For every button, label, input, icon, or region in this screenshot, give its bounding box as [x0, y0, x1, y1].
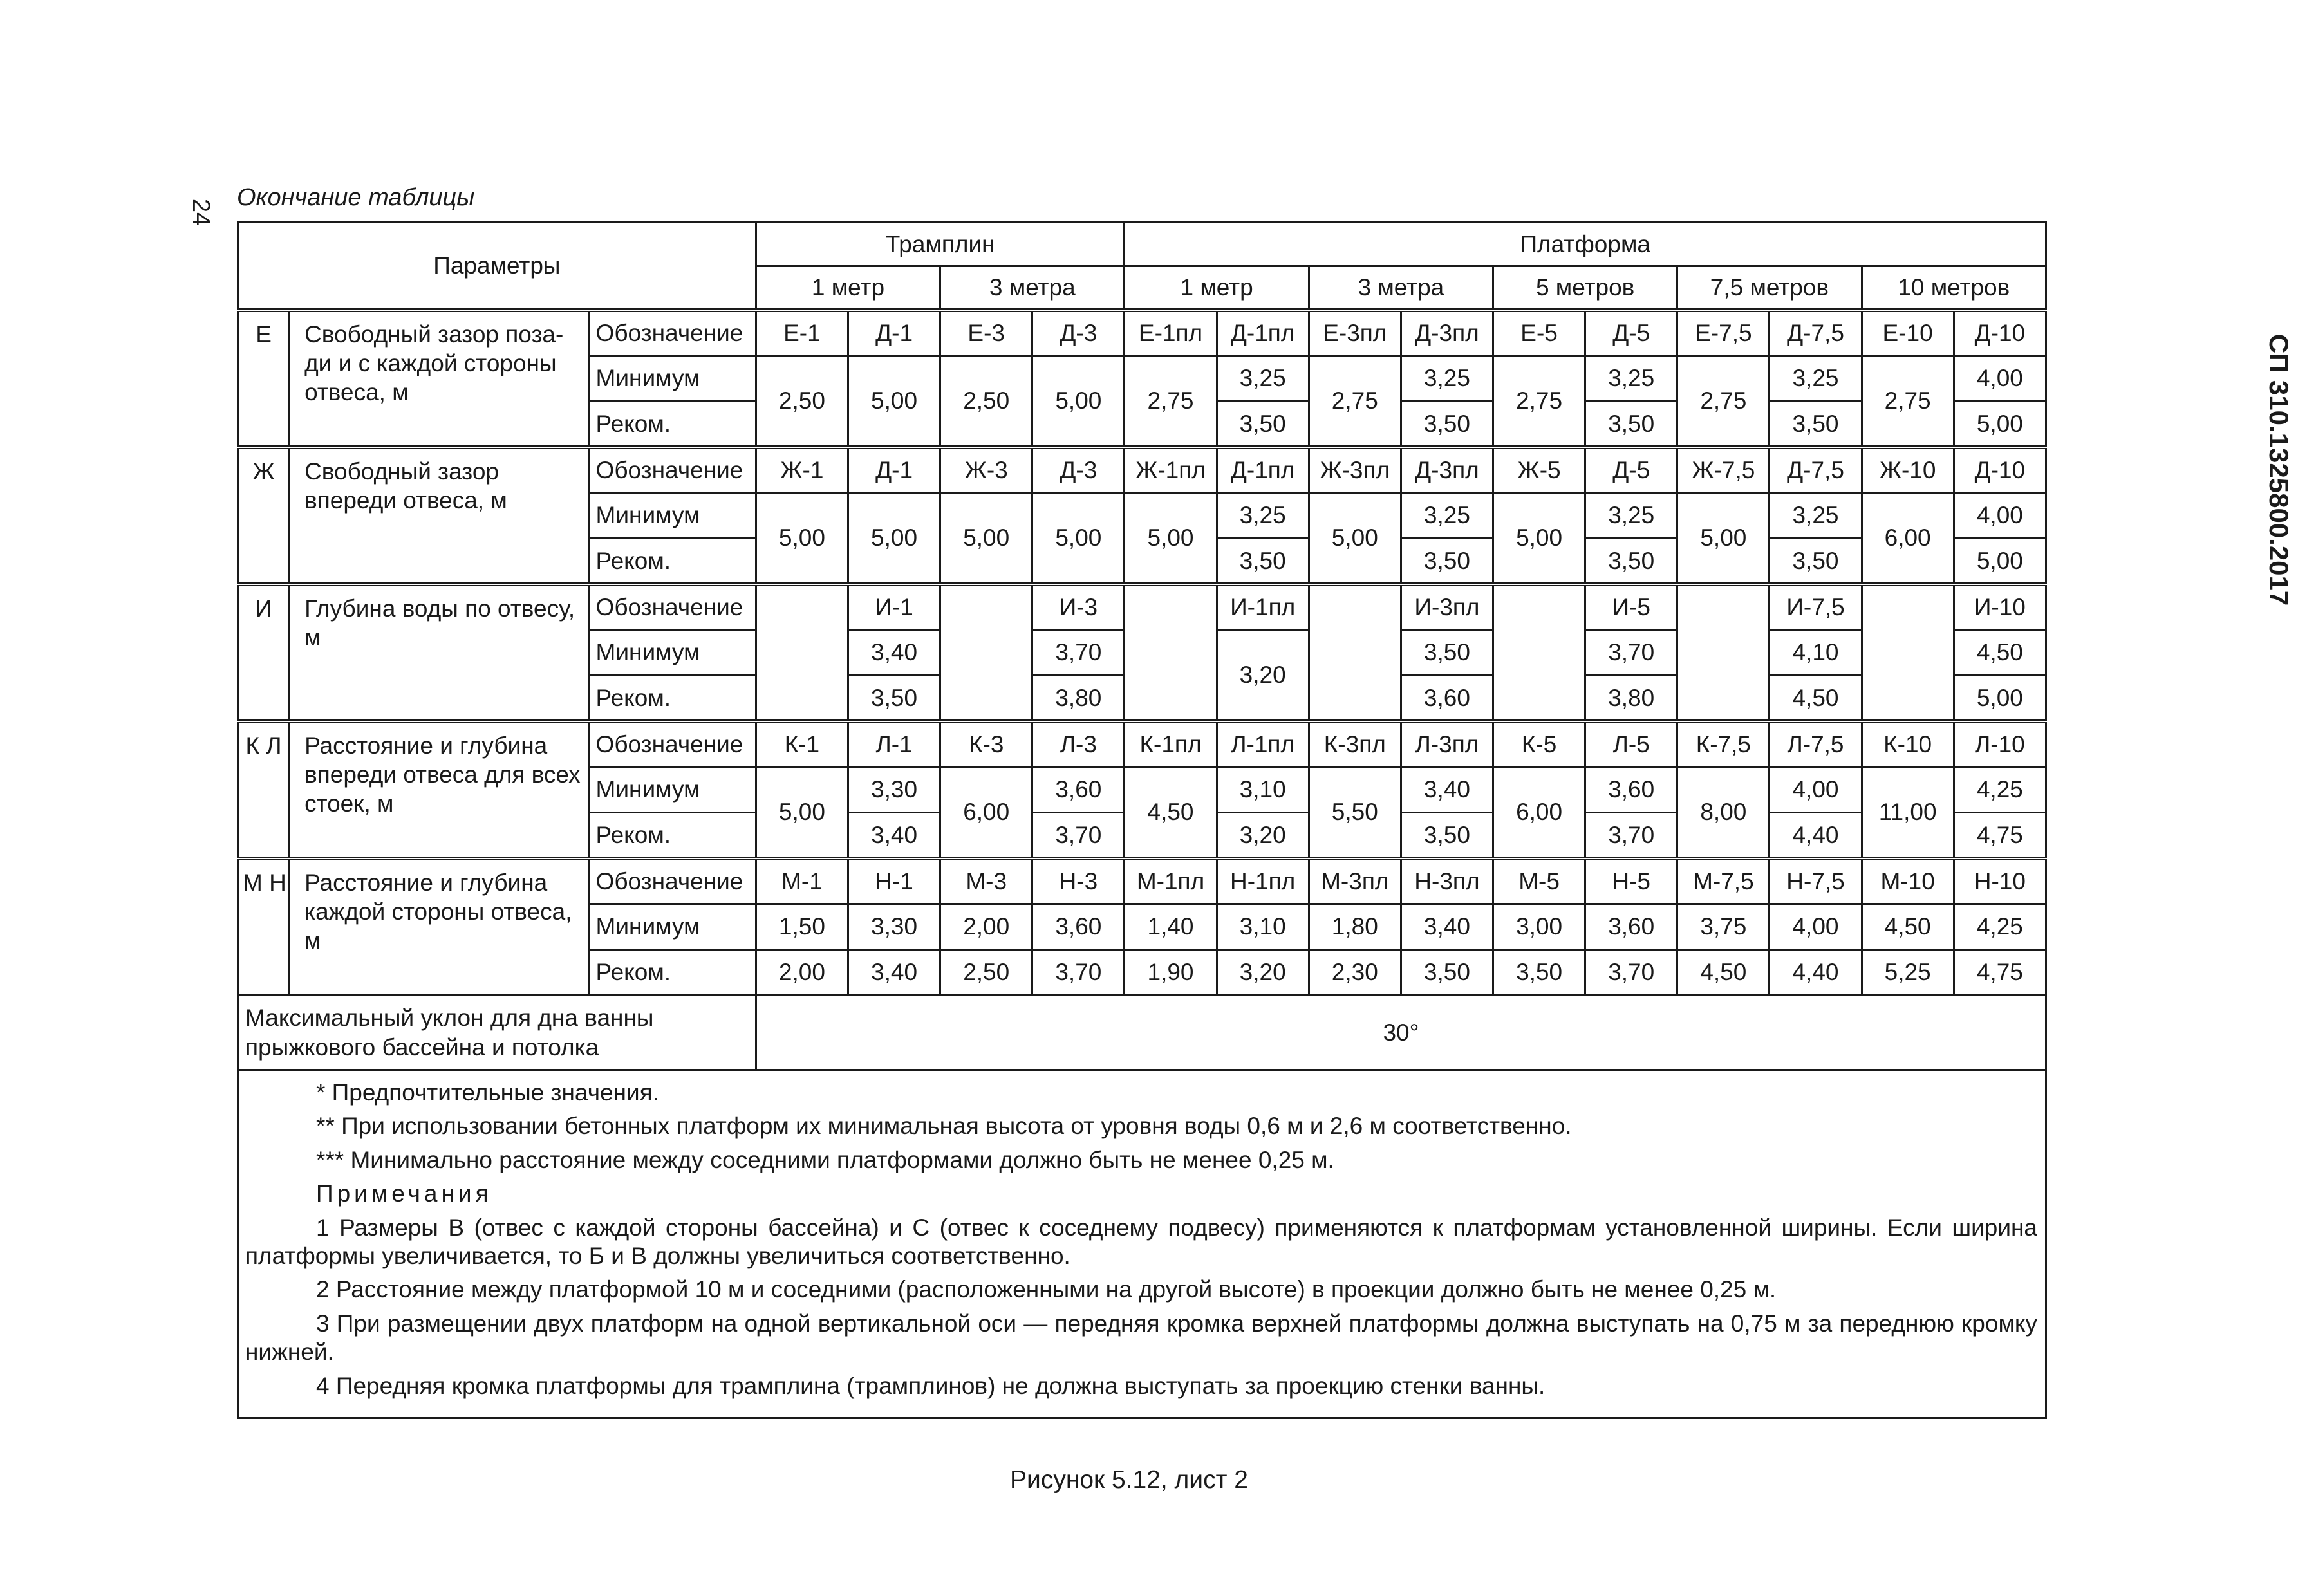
- designation-cell: М-10: [1862, 858, 1954, 904]
- minimum-value: 3,25: [1770, 356, 1862, 402]
- value-cell-merged: 5,00: [756, 493, 848, 584]
- designation-cell: М-7,5: [1677, 858, 1770, 904]
- recommended-value: 3,70: [1032, 950, 1125, 996]
- recommended-value: 3,50: [1401, 539, 1493, 584]
- value-cell-merged: 5,00: [1677, 493, 1770, 584]
- designation-cell: Д-3пл: [1401, 310, 1493, 356]
- group-designation-row: [238, 447, 2046, 493]
- minimum-value: 3,30: [848, 904, 940, 950]
- minimum-value: 3,25: [1585, 356, 1677, 402]
- note-item: 2 Расстояние между платформой 10 м и соседними (расположенными на другой высоте) в проекции должно быть не менее 0,25 м.: [316, 1276, 1777, 1303]
- designation-cell: К-10: [1862, 721, 1954, 767]
- minimum-value: 2,00: [940, 904, 1032, 950]
- minimum-value: 3,40: [1401, 767, 1493, 813]
- designation-cell: И-3пл: [1401, 584, 1493, 630]
- recommended-label: Реком.: [588, 813, 756, 858]
- empty-cell: [1677, 630, 1770, 676]
- minimum-value: 4,25: [1954, 767, 2046, 813]
- recommended-label: Реком.: [588, 676, 756, 721]
- designation-label: Обозначение: [588, 310, 756, 356]
- designation-label: Обозначение: [588, 721, 756, 767]
- minimum-value: 3,60: [1585, 767, 1677, 813]
- minimum-value: 3,40: [848, 630, 940, 676]
- designation-cell: Е-5: [1493, 310, 1585, 356]
- value-cell-merged: 6,00: [1493, 767, 1585, 858]
- group-description: Расстояние и глубина впереди отвеса для всех стоек, м: [290, 721, 588, 858]
- minimum-value: 3,70: [1585, 630, 1677, 676]
- minimum-value: 4,25: [1954, 904, 2046, 950]
- minimum-value: 4,00: [1954, 356, 2046, 402]
- designation-cell: Д-1пл: [1217, 447, 1309, 493]
- group-designation-row: [238, 310, 2046, 356]
- recommended-value: 4,40: [1770, 813, 1862, 858]
- header-platform-height: 1 метр: [1125, 266, 1309, 310]
- designation-cell: И-10: [1954, 584, 2046, 630]
- designation-cell: К-1пл: [1125, 721, 1217, 767]
- recommended-value: 3,40: [848, 813, 940, 858]
- value-cell-merged: 4,50: [1125, 767, 1217, 858]
- minimum-label: Минимум: [588, 630, 756, 676]
- footnote: *** Минимально расстояние между соседними платформами должно быть не менее 0,25 м.: [316, 1146, 1334, 1173]
- minimum-value: 3,30: [848, 767, 940, 813]
- group-designation-row: [238, 721, 2046, 767]
- header-platform-height: 5 метров: [1493, 266, 1677, 310]
- designation-cell: Л-1: [848, 721, 940, 767]
- notes-heading: Примечания: [316, 1180, 492, 1207]
- empty-cell: [1125, 630, 1217, 676]
- table-continuation-caption: Окончание таблицы: [237, 184, 475, 211]
- value-cell-merged: 5,00: [940, 493, 1032, 584]
- minimum-label: Минимум: [588, 493, 756, 539]
- recommended-value: 5,00: [1954, 402, 2046, 447]
- designation-cell: Ж-7,5: [1677, 447, 1770, 493]
- designation-cell: Н-3: [1032, 858, 1125, 904]
- value-cell-merged: 5,00: [848, 493, 940, 584]
- group-description: Свободный зазор поза-ди и с каждой стороны отвеса, м: [290, 310, 588, 447]
- designation-cell: И-1пл: [1217, 584, 1309, 630]
- designation-cell: [940, 584, 1032, 630]
- empty-cell: [1125, 676, 1217, 721]
- recommended-value: 1,90: [1125, 950, 1217, 996]
- designation-cell: М-3: [940, 858, 1032, 904]
- recommended-value: 3,50: [1585, 539, 1677, 584]
- value-cell-merged: 5,00: [1309, 493, 1401, 584]
- empty-cell: [756, 630, 848, 676]
- group-code: И: [238, 584, 290, 721]
- value-cell-merged: 8,00: [1677, 767, 1770, 858]
- minimum-value: 3,00: [1493, 904, 1585, 950]
- minimum-value: 3,50: [1401, 630, 1493, 676]
- value-cell-merged: 5,00: [756, 767, 848, 858]
- minimum-value: 3,60: [1032, 904, 1125, 950]
- designation-cell: М-3пл: [1309, 858, 1401, 904]
- recommended-value: 3,20: [1217, 950, 1309, 996]
- value-cell-merged: 3,20: [1217, 630, 1309, 721]
- recommended-value: 3,60: [1401, 676, 1493, 721]
- value-cell-merged: 5,50: [1309, 767, 1401, 858]
- recommended-value: 3,50: [848, 676, 940, 721]
- value-cell-merged: 5,00: [1125, 493, 1217, 584]
- designation-cell: Д-3: [1032, 447, 1125, 493]
- empty-cell: [1309, 676, 1401, 721]
- empty-cell: [1862, 676, 1954, 721]
- group-designation-row: [238, 858, 2046, 904]
- recommended-value: 2,30: [1309, 950, 1401, 996]
- header-springboard-height: 1 метр: [756, 266, 940, 310]
- recommended-value: 3,70: [1032, 813, 1125, 858]
- recommended-value: 3,50: [1401, 813, 1493, 858]
- minimum-label: Минимум: [588, 904, 756, 950]
- designation-cell: Н-5: [1585, 858, 1677, 904]
- empty-cell: [756, 676, 848, 721]
- designation-cell: Ж-1: [756, 447, 848, 493]
- designation-cell: Ж-10: [1862, 447, 1954, 493]
- value-cell-merged: 2,50: [756, 356, 848, 447]
- recommended-value: 3,50: [1217, 402, 1309, 447]
- designation-cell: [756, 584, 848, 630]
- standard-code: СП 310.1325800.2017: [2264, 333, 2294, 606]
- notes-row: [238, 1070, 2046, 1418]
- diving-dimensions-table: [237, 221, 2047, 1419]
- group-code: М Н: [238, 858, 290, 996]
- empty-cell: [940, 630, 1032, 676]
- recommended-value: 3,50: [1401, 950, 1493, 996]
- minimum-label: Минимум: [588, 767, 756, 813]
- footnote: ** При использовании бетонных платформ их минимальная высота от уровня воды 0,6 м и 2,6 м соответственно.: [316, 1113, 1572, 1140]
- slope-value: 30°: [756, 996, 2046, 1070]
- designation-cell: [1309, 584, 1401, 630]
- designation-cell: Н-7,5: [1770, 858, 1862, 904]
- slope-row: [238, 996, 2046, 1070]
- designation-cell: Д-1: [848, 310, 940, 356]
- header-parameters: Параметры: [238, 223, 756, 310]
- empty-cell: [1309, 630, 1401, 676]
- recommended-value: 2,50: [940, 950, 1032, 996]
- designation-cell: Л-3: [1032, 721, 1125, 767]
- designation-cell: И-5: [1585, 584, 1677, 630]
- minimum-value: 1,50: [756, 904, 848, 950]
- recommended-label: Реком.: [588, 539, 756, 584]
- designation-cell: Д-7,5: [1770, 310, 1862, 356]
- recommended-value: 3,50: [1217, 539, 1309, 584]
- recommended-value: 4,50: [1677, 950, 1770, 996]
- minimum-value: 3,75: [1677, 904, 1770, 950]
- designation-cell: Д-5: [1585, 447, 1677, 493]
- designation-cell: К-1: [756, 721, 848, 767]
- value-cell-merged: 2,75: [1125, 356, 1217, 447]
- designation-label: Обозначение: [588, 447, 756, 493]
- value-cell-merged: 5,00: [848, 356, 940, 447]
- empty-cell: [1862, 630, 1954, 676]
- header-platform: Платформа: [1125, 223, 2046, 266]
- note-item: 3 При размещении двух платформ на одной вертикальной оси — передняя кромка верхней платформы должна выступать на 0,75 м за переднюю кромку нижней.: [245, 1310, 2037, 1366]
- designation-cell: Е-3: [940, 310, 1032, 356]
- header-row-1: [238, 223, 2046, 266]
- minimum-value: 4,00: [1770, 904, 1862, 950]
- minimum-value: 3,25: [1401, 356, 1493, 402]
- group-code: К Л: [238, 721, 290, 858]
- recommended-label: Реком.: [588, 950, 756, 996]
- header-platform-height: 7,5 метров: [1677, 266, 1862, 310]
- group-description: Глубина воды по отвесу, м: [290, 584, 588, 721]
- recommended-value: 3,70: [1585, 950, 1677, 996]
- minimum-value: 3,25: [1401, 493, 1493, 539]
- designation-label: Обозначение: [588, 584, 756, 630]
- page-number: 24: [187, 198, 214, 227]
- designation-cell: Д-3: [1032, 310, 1125, 356]
- empty-cell: [940, 676, 1032, 721]
- designation-cell: [1125, 584, 1217, 630]
- group-description: Расстояние и глубина каждой стороны отвеса, м: [290, 858, 588, 996]
- designation-cell: Ж-1пл: [1125, 447, 1217, 493]
- recommended-value: 4,75: [1954, 950, 2046, 996]
- header-springboard: Трамплин: [756, 223, 1125, 266]
- minimum-value: 3,40: [1401, 904, 1493, 950]
- figure-caption: Рисунок 5.12, лист 2: [1010, 1466, 1248, 1494]
- designation-cell: Е-1пл: [1125, 310, 1217, 356]
- designation-cell: Е-3пл: [1309, 310, 1401, 356]
- recommended-value: 3,40: [848, 950, 940, 996]
- designation-cell: Д-7,5: [1770, 447, 1862, 493]
- recommended-value: 5,00: [1954, 676, 2046, 721]
- designation-cell: [1862, 584, 1954, 630]
- group-description: Свободный зазор впереди отвеса, м: [290, 447, 588, 584]
- designation-cell: Д-1: [848, 447, 940, 493]
- group-code: Ж: [238, 447, 290, 584]
- notes-cell: [238, 1070, 2046, 1418]
- minimum-value: 3,10: [1217, 767, 1309, 813]
- note-item: 4 Передняя кромка платформы для трамплина (трамплинов) не должна выступать за проекцию стенки ванны.: [316, 1372, 1546, 1399]
- designation-cell: Д-1пл: [1217, 310, 1309, 356]
- minimum-label: Минимум: [588, 356, 756, 402]
- designation-cell: Д-10: [1954, 447, 2046, 493]
- designation-cell: Л-7,5: [1770, 721, 1862, 767]
- recommended-value: 2,00: [756, 950, 848, 996]
- value-cell-merged: 2,75: [1309, 356, 1401, 447]
- header-platform-height: 3 метра: [1309, 266, 1493, 310]
- designation-cell: К-7,5: [1677, 721, 1770, 767]
- group-designation-row: [238, 584, 2046, 630]
- minimum-value: 3,25: [1217, 356, 1309, 402]
- designation-cell: Д-3пл: [1401, 447, 1493, 493]
- minimum-value: 4,00: [1954, 493, 2046, 539]
- empty-cell: [1493, 676, 1585, 721]
- slope-label: Максимальный уклон для дна ванны прыжкового бассейна и потолка: [238, 996, 756, 1070]
- empty-cell: [1677, 676, 1770, 721]
- designation-cell: Н-10: [1954, 858, 2046, 904]
- designation-cell: Ж-3: [940, 447, 1032, 493]
- minimum-value: 4,00: [1770, 767, 1862, 813]
- recommended-value: 3,80: [1585, 676, 1677, 721]
- designation-cell: [1493, 584, 1585, 630]
- designation-label: Обозначение: [588, 858, 756, 904]
- minimum-value: 4,10: [1770, 630, 1862, 676]
- designation-cell: Д-5: [1585, 310, 1677, 356]
- designation-cell: М-5: [1493, 858, 1585, 904]
- designation-cell: И-7,5: [1770, 584, 1862, 630]
- recommended-value: 3,50: [1585, 402, 1677, 447]
- empty-cell: [1493, 630, 1585, 676]
- value-cell-merged: 2,75: [1862, 356, 1954, 447]
- minimum-value: 3,25: [1585, 493, 1677, 539]
- recommended-value: 5,25: [1862, 950, 1954, 996]
- designation-cell: Л-1пл: [1217, 721, 1309, 767]
- value-cell-merged: 2,75: [1493, 356, 1585, 447]
- header-springboard-height: 3 метра: [940, 266, 1125, 310]
- minimum-value: 3,25: [1217, 493, 1309, 539]
- value-cell-merged: 2,50: [940, 356, 1032, 447]
- minimum-value: 4,50: [1862, 904, 1954, 950]
- designation-cell: Е-7,5: [1677, 310, 1770, 356]
- value-cell-merged: 11,00: [1862, 767, 1954, 858]
- group-code: Е: [238, 310, 290, 447]
- minimum-value: 1,80: [1309, 904, 1401, 950]
- designation-cell: Ж-3пл: [1309, 447, 1401, 493]
- footnote: * Предпочтительные значения.: [316, 1079, 659, 1106]
- recommended-value: 3,80: [1032, 676, 1125, 721]
- recommended-value: 4,50: [1770, 676, 1862, 721]
- designation-cell: К-5: [1493, 721, 1585, 767]
- designation-cell: Д-10: [1954, 310, 2046, 356]
- value-cell-merged: 6,00: [940, 767, 1032, 858]
- designation-cell: Н-3пл: [1401, 858, 1493, 904]
- designation-cell: Н-1: [848, 858, 940, 904]
- value-cell-merged: 5,00: [1032, 493, 1125, 584]
- designation-cell: Л-10: [1954, 721, 2046, 767]
- designation-cell: Е-10: [1862, 310, 1954, 356]
- recommended-value: 3,50: [1770, 402, 1862, 447]
- recommended-value: 3,70: [1585, 813, 1677, 858]
- designation-cell: Ж-5: [1493, 447, 1585, 493]
- recommended-value: 3,50: [1493, 950, 1585, 996]
- designation-cell: И-3: [1032, 584, 1125, 630]
- minimum-value: 3,70: [1032, 630, 1125, 676]
- recommended-value: 3,20: [1217, 813, 1309, 858]
- minimum-value: 3,60: [1032, 767, 1125, 813]
- designation-cell: К-3: [940, 721, 1032, 767]
- header-platform-height: 10 метров: [1862, 266, 2046, 310]
- minimum-value: 1,40: [1125, 904, 1217, 950]
- designation-cell: М-1: [756, 858, 848, 904]
- designation-cell: М-1пл: [1125, 858, 1217, 904]
- minimum-value: 3,60: [1585, 904, 1677, 950]
- designation-cell: К-3пл: [1309, 721, 1401, 767]
- recommended-value: 4,40: [1770, 950, 1862, 996]
- recommended-label: Реком.: [588, 402, 756, 447]
- recommended-value: 4,75: [1954, 813, 2046, 858]
- value-cell-merged: 5,00: [1032, 356, 1125, 447]
- value-cell-merged: 2,75: [1677, 356, 1770, 447]
- designation-cell: Л-5: [1585, 721, 1677, 767]
- designation-cell: [1677, 584, 1770, 630]
- recommended-value: 5,00: [1954, 539, 2046, 584]
- recommended-value: 3,50: [1401, 402, 1493, 447]
- minimum-value: 3,25: [1770, 493, 1862, 539]
- recommended-value: 3,50: [1770, 539, 1862, 584]
- note-item: 1 Размеры В (отвес с каждой стороны бассейна) и С (отвес к соседнему подвесу) применяются к платформам установленной ширины. Если ширина платформы увеличивается, то Б и В должны увеличиться соответственно.: [245, 1214, 2037, 1269]
- value-cell-merged: 6,00: [1862, 493, 1954, 584]
- value-cell-merged: 5,00: [1493, 493, 1585, 584]
- designation-cell: Н-1пл: [1217, 858, 1309, 904]
- designation-cell: Е-1: [756, 310, 848, 356]
- designation-cell: Л-3пл: [1401, 721, 1493, 767]
- minimum-value: 3,10: [1217, 904, 1309, 950]
- designation-cell: И-1: [848, 584, 940, 630]
- minimum-value: 4,50: [1954, 630, 2046, 676]
